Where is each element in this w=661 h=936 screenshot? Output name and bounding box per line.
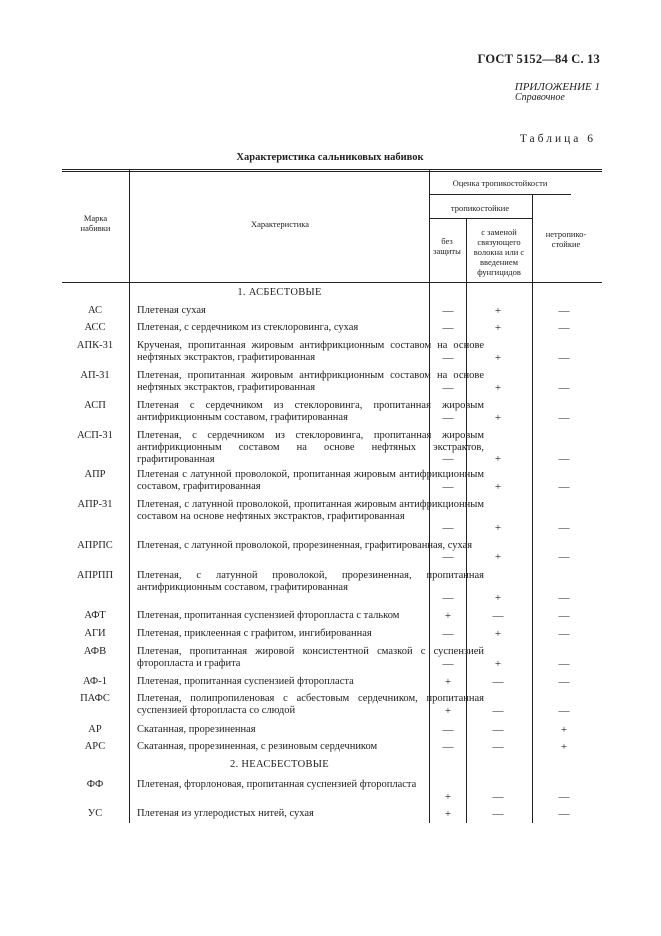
cell-with-replacement: +: [494, 412, 502, 424]
cell-with-replacement: +: [494, 382, 502, 394]
row-text: Плетеная, с латунной проволокой, прорезиненная, пропитанная антифрикционным составом, графитированная: [137, 570, 484, 593]
row-mark: ФФ: [86, 779, 104, 790]
header-no-protection: без защиты: [433, 236, 461, 256]
row-text: Крученая, пропитанная жировым антифрикционным составом на основе нефтяных экстрактов, графитированная: [137, 340, 484, 363]
cell-with-replacement: +: [494, 352, 502, 364]
tropic-rule: [429, 218, 532, 219]
cell-no-protection: +: [444, 705, 452, 717]
cell-with-replacement: —: [492, 741, 504, 753]
table-label: Таблица 6: [519, 133, 596, 145]
row-mark: АСП-31: [77, 430, 113, 441]
row-text: Плетеная, с сердечником из стеклоровинга, сухая: [137, 322, 359, 333]
row-mark: АПРПС: [77, 540, 113, 551]
row-text: Плетеная, приклеенная с графитом, ингибированная: [137, 628, 372, 639]
cell-non-tropic: —: [558, 705, 570, 717]
table-top-rule: [62, 169, 602, 170]
cell-non-tropic: —: [558, 322, 570, 334]
row-mark: АР: [88, 724, 102, 735]
table-caption: Характеристика сальниковых набивок: [236, 152, 424, 163]
cell-with-replacement: +: [494, 628, 502, 640]
row-mark: АФВ: [83, 646, 107, 657]
row-text: Плетеная сухая: [137, 305, 206, 316]
cell-with-replacement: +: [494, 551, 502, 563]
col-rule-1: [129, 169, 130, 823]
cell-non-tropic: —: [558, 551, 570, 563]
cell-no-protection: —: [442, 412, 454, 424]
cell-non-tropic: —: [558, 352, 570, 364]
row-mark: АСП: [84, 400, 106, 411]
cell-with-replacement: +: [494, 305, 502, 317]
row-text: Плетеная, пропитанная суспензией фторопласта: [137, 676, 354, 687]
cell-no-protection: —: [442, 453, 454, 465]
cell-no-protection: —: [442, 522, 454, 534]
row-mark: УС: [87, 808, 103, 819]
cell-no-protection: —: [442, 741, 454, 753]
row-text: Плетеная с латунной проволокой, пропитанная жировым антифрикционным составом, графитированная: [137, 469, 484, 492]
header-characteristic: Характеристика: [250, 219, 310, 229]
row-text: Плетеная с сердечником из стеклоровинга, пропитанная жировым антифрикционным составом, графитированная: [137, 400, 484, 423]
row-mark: АРС: [84, 741, 106, 752]
row-text: Скатанная, прорезиненная: [137, 724, 256, 735]
row-mark: ПАФС: [80, 693, 110, 704]
row-mark: АФТ: [84, 610, 106, 621]
cell-with-replacement: —: [492, 676, 504, 688]
cell-non-tropic: —: [558, 808, 570, 820]
cell-no-protection: —: [442, 551, 454, 563]
cell-non-tropic: —: [558, 592, 570, 604]
row-text: Плетеная, полипропиленовая с асбестовым сердечником, пропитанная суспензией фторопласта со слюдой: [137, 693, 484, 716]
header-tropic: тропикостойкие: [450, 203, 510, 213]
header-rating: Оценка тропикостойкости: [452, 178, 548, 188]
row-text: Плетеная, пропитанная жировой консистентной смазкой с суспензией фторопласта и графита: [137, 646, 484, 669]
cell-no-protection: +: [444, 808, 452, 820]
row-mark: АСС: [84, 322, 106, 333]
cell-no-protection: —: [442, 382, 454, 394]
cell-non-tropic: —: [558, 610, 570, 622]
cell-with-replacement: +: [494, 481, 502, 493]
cell-no-protection: +: [444, 610, 452, 622]
cell-non-tropic: —: [558, 676, 570, 688]
row-mark: АПР: [84, 469, 106, 480]
table-top-rule-2: [62, 171, 602, 172]
cell-no-protection: —: [442, 658, 454, 670]
row-mark: АПР-31: [77, 499, 113, 510]
row-text: Плетеная, пропитанная суспензией фторопласта с тальком: [137, 610, 400, 621]
cell-non-tropic: +: [560, 724, 568, 736]
row-text: Плетеная, с латунной проволокой, пропитанная жировым антифрикционным составом на основе нефтяных экстрактов, графитированная: [137, 499, 484, 522]
cell-with-replacement: +: [494, 322, 502, 334]
row-text: Скатанная, прорезиненная, с резиновым сердечником: [137, 741, 378, 752]
cell-with-replacement: —: [492, 610, 504, 622]
rating-rule: [429, 194, 571, 195]
row-text: Плетеная, с сердечником из стеклоровинга, пропитанная жировым антифрикционным составом на основе нефтяных экстрактов, графитированная: [137, 430, 484, 465]
appendix-title: ПРИЛОЖЕНИЕ 1: [514, 81, 600, 93]
cell-non-tropic: +: [560, 741, 568, 753]
cell-no-protection: —: [442, 352, 454, 364]
cell-non-tropic: —: [558, 481, 570, 493]
cell-no-protection: +: [444, 791, 452, 803]
row-mark: АГИ: [84, 628, 106, 639]
cell-with-replacement: —: [492, 705, 504, 717]
cell-non-tropic: —: [558, 658, 570, 670]
row-text: Плетеная, пропитанная жировым антифрикционным составом на основе нефтяных экстрактов, графитированная: [137, 370, 484, 393]
row-text: Плетеная, фторлоновая, пропитанная суспензией фторопласта: [137, 779, 417, 790]
cell-with-replacement: +: [494, 453, 502, 465]
cell-non-tropic: —: [558, 382, 570, 394]
cell-no-protection: —: [442, 628, 454, 640]
cell-with-replacement: —: [492, 791, 504, 803]
cell-no-protection: +: [444, 676, 452, 688]
header-with-replacement: с заменой связующего волокна или с введением фунгицидов: [473, 227, 525, 277]
row-mark: АП-31: [80, 370, 110, 381]
cell-with-replacement: —: [492, 724, 504, 736]
row-mark: АПК-31: [76, 340, 114, 351]
cell-with-replacement: +: [494, 592, 502, 604]
cell-with-replacement: +: [494, 658, 502, 670]
col-rule-4: [532, 194, 533, 823]
appendix-note: Справочное: [515, 92, 565, 103]
cell-non-tropic: —: [558, 628, 570, 640]
header-bottom-rule: [62, 282, 602, 283]
row-mark: АПРПП: [76, 570, 114, 581]
cell-no-protection: —: [442, 724, 454, 736]
cell-non-tropic: —: [558, 412, 570, 424]
row-mark: АФ-1: [83, 676, 107, 687]
cell-no-protection: —: [442, 305, 454, 317]
header-mark: Марка набивки: [80, 213, 111, 233]
cell-non-tropic: —: [558, 522, 570, 534]
cell-with-replacement: —: [492, 808, 504, 820]
cell-no-protection: —: [442, 322, 454, 334]
cell-no-protection: —: [442, 481, 454, 493]
section-title: 1. АСБЕСТОВЫЕ: [237, 287, 322, 298]
cell-non-tropic: —: [558, 305, 570, 317]
cell-no-protection: —: [442, 592, 454, 604]
header-non-tropic: нетропико-стойкие: [545, 229, 587, 249]
row-mark: АС: [87, 305, 103, 316]
cell-with-replacement: +: [494, 522, 502, 534]
row-text: Плетеная, с латунной проволокой, прорезиненная, графитированная, сухая: [137, 540, 473, 551]
row-text: Плетеная из углеродистых нитей, сухая: [137, 808, 314, 819]
section-title: 2. НЕАСБЕСТОВЫЕ: [230, 759, 329, 770]
cell-non-tropic: —: [558, 453, 570, 465]
cell-non-tropic: —: [558, 791, 570, 803]
page-header: ГОСТ 5152—84 С. 13: [477, 52, 600, 66]
